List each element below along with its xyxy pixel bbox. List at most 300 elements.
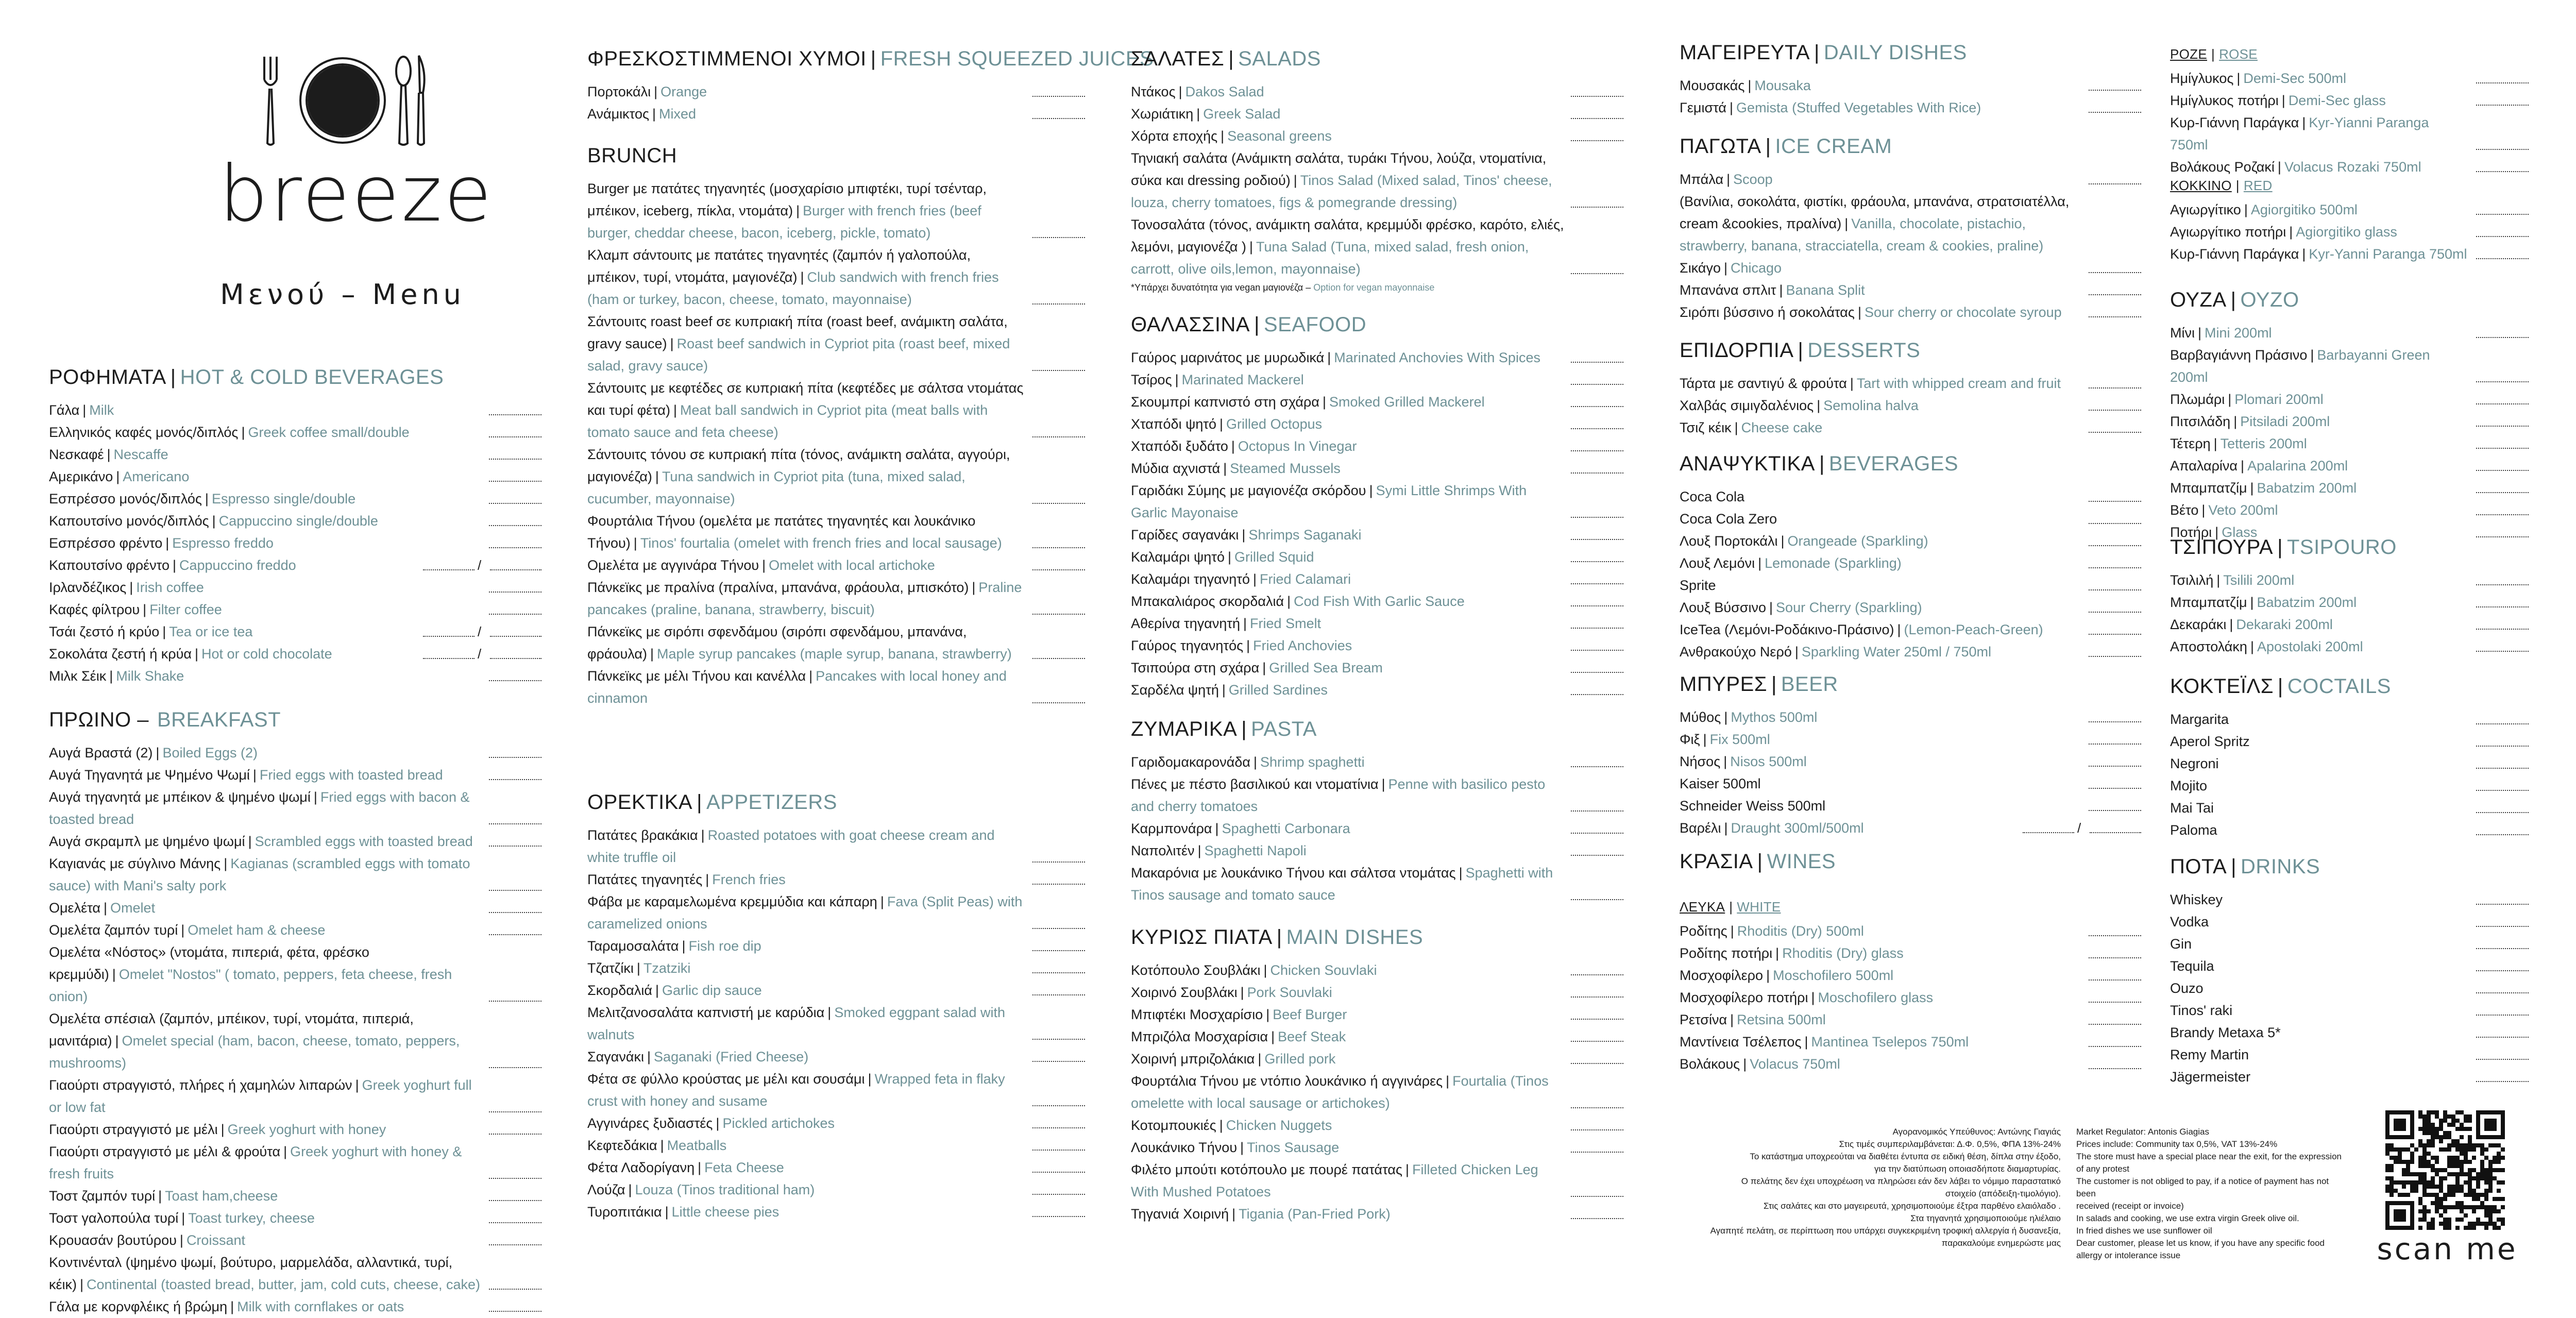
price-placeholder bbox=[1571, 539, 1623, 540]
separator: | bbox=[1703, 732, 1707, 747]
menu-item-greek: Brandy Metaxa 5* bbox=[2170, 1025, 2281, 1040]
menu-item-greek: Λουκάνικο Τήνου bbox=[1131, 1140, 1238, 1155]
price-placeholder bbox=[489, 890, 541, 891]
menu-item bbox=[1680, 97, 2143, 119]
separator: | bbox=[1243, 616, 1247, 631]
menu-item bbox=[1680, 706, 2143, 729]
separator: | bbox=[205, 491, 209, 506]
menu-item-english: Tuna Salad (Tuna, mixed salad, fresh onion, carrott, olive oils,lemon, mayonnaise) bbox=[1131, 239, 1529, 277]
menu-item bbox=[1680, 965, 2143, 987]
menu-item: Βαρέλι | Draught 300ml/500ml / bbox=[1680, 817, 2143, 839]
menu-item bbox=[587, 621, 1087, 665]
price-placeholder bbox=[1571, 428, 1623, 429]
section-title: ΟΥΖΑ | ΟΥΖΟ bbox=[2170, 289, 2299, 311]
menu-item-greek: Tequila bbox=[2170, 958, 2214, 974]
menu-item-english: Demi-Sec glass bbox=[2288, 93, 2386, 108]
menu-item bbox=[1131, 982, 1625, 1004]
menu-item-greek: Μπριζόλα Μοσχαρίσια bbox=[1131, 1029, 1268, 1044]
price-placeholder bbox=[1571, 1152, 1623, 1153]
menu-item bbox=[1131, 103, 1625, 125]
menu-item-english: Smoked Grilled Mackerel bbox=[1329, 394, 1485, 410]
separator: | bbox=[1781, 533, 1785, 549]
menu-item-greek: Remy Martin bbox=[2170, 1047, 2249, 1062]
separator: | bbox=[1897, 622, 1901, 637]
menu-item-english: Greek yoghurt full or low fat bbox=[49, 1077, 472, 1115]
menu-item-greek: Jägermeister bbox=[2170, 1069, 2251, 1085]
menu-item-english: Cappuccino freddo bbox=[179, 557, 296, 573]
menu-item-greek: Ροδίτης bbox=[1680, 923, 1727, 939]
menu-item-english: Pancakes with local honey and cinnamon bbox=[587, 668, 1007, 706]
menu-item-english: Grilled Sardines bbox=[1228, 682, 1328, 698]
menu-item-greek: Απαλαρίνα bbox=[2170, 458, 2238, 474]
separator: | bbox=[650, 646, 654, 662]
menu-item bbox=[587, 1179, 1087, 1201]
menu-item-greek: Φουρτάλια Τήνου με ντόπιο λουκάνικο ή αγγινάρες bbox=[1131, 1073, 1443, 1089]
menu-item-english: Roasted potatoes with goat cheese cream and white truffle oil bbox=[587, 827, 995, 865]
menu-item-english: Retsina 500ml bbox=[1737, 1012, 1826, 1027]
menu-item bbox=[49, 665, 544, 687]
menu-item-english: Roast beef sandwich in Cypriot pita (roast beef, mixed salad, gravy sauce) bbox=[587, 336, 1010, 374]
menu-item-greek: Μελιτζανοσαλάτα καπνιστή με καρύδια bbox=[587, 1005, 825, 1020]
legal-line: Στις σαλάτες και στο μαγειρευτά, χρησιμοποιούμε έξτρα παρθένο ελαιόλαδο . bbox=[1764, 1201, 2061, 1211]
menu-item-english: Omelet bbox=[110, 900, 156, 916]
price-placeholder bbox=[1571, 1041, 1623, 1042]
separator: | bbox=[636, 960, 640, 976]
separator: | bbox=[283, 1144, 287, 1159]
separator: | bbox=[880, 894, 884, 909]
section-title: BRUNCH bbox=[587, 144, 677, 167]
menu-item-english: Maple syrup pancakes (maple syrup, banana, strawberry) bbox=[656, 646, 1012, 662]
menu-item bbox=[2170, 636, 2531, 658]
menu-item: Σοκολάτα ζεστή ή κρύα | Hot or cold chocolate / bbox=[49, 643, 544, 665]
separator: | bbox=[670, 336, 674, 351]
menu-item-english: (Lemon-Peach-Green) bbox=[1904, 622, 2043, 637]
price-placeholder bbox=[2476, 105, 2529, 106]
menu-item bbox=[1680, 191, 2143, 257]
separator: | bbox=[1249, 239, 1253, 255]
menu-item bbox=[49, 421, 544, 444]
menu-item bbox=[49, 786, 544, 831]
price-placeholder bbox=[2089, 634, 2141, 635]
qr-code-icon[interactable] bbox=[2385, 1110, 2505, 1230]
price-placeholder bbox=[1571, 273, 1623, 274]
menu-item-greek: Φέτα Λαδορίγανη bbox=[587, 1160, 695, 1175]
menu-item-greek: Μπαμπατζίμ bbox=[2170, 480, 2247, 496]
menu-item-greek: Αθερίνα τηγανητή bbox=[1131, 616, 1241, 631]
separator: | bbox=[1266, 1007, 1270, 1022]
menu-item-english: Mini 200ml bbox=[2205, 325, 2272, 341]
price-placeholder bbox=[489, 779, 541, 780]
menu-item-greek: Πλωμάρι bbox=[2170, 392, 2225, 407]
separator: | bbox=[115, 1033, 119, 1049]
menu-item-greek: Αγγινάρες ξυδιαστές bbox=[587, 1116, 713, 1131]
menu-item-greek: Μακαρόνια με λουκάνικο Τήνου και σάλτσα ντομάτας bbox=[1131, 865, 1456, 881]
menu-item bbox=[1131, 635, 1625, 657]
price-placeholder bbox=[489, 1289, 541, 1290]
separator: | bbox=[1817, 398, 1821, 413]
price-placeholder bbox=[2089, 432, 2141, 433]
menu-item-english: Continental (toasted bread, butter, jam, cold cuts, cheese, cake) bbox=[87, 1277, 480, 1292]
menu-item-english: Volacus Rozaki 750ml bbox=[2284, 159, 2421, 175]
separator: | bbox=[129, 580, 133, 595]
price-placeholder bbox=[489, 547, 541, 548]
menu-item-greek: Λουξ Λεμόνι bbox=[1680, 555, 1755, 571]
menu-item-english: Apalarina 200ml bbox=[2247, 458, 2348, 474]
menu-item bbox=[1680, 75, 2143, 97]
price-placeholder bbox=[2476, 746, 2529, 747]
menu-item-english: Greek Salad bbox=[1203, 106, 1281, 122]
separator: | bbox=[165, 535, 170, 551]
menu-item-greek: Ροδίτης ποτήρι bbox=[1680, 945, 1773, 961]
separator: | bbox=[1240, 985, 1244, 1000]
menu-item bbox=[587, 1201, 1087, 1223]
menu-item-english: Babatzim 200ml bbox=[2257, 595, 2357, 610]
menu-item bbox=[1680, 795, 2143, 817]
menu-item bbox=[587, 1068, 1087, 1112]
price-placeholder bbox=[2476, 403, 2529, 404]
separator: | bbox=[2236, 71, 2241, 86]
separator: | bbox=[660, 1138, 664, 1153]
menu-item-english: Tzatziki bbox=[643, 960, 691, 976]
menu-item-greek: Coca Cola bbox=[1680, 489, 1745, 504]
menu-item-english: Kyr-Yanni Paranga 750ml bbox=[2309, 246, 2467, 262]
price-placeholder bbox=[1571, 450, 1623, 451]
menu-item-greek: Ομελέτα «Νόστος» (ντομάτα, πιπεριά, φέτα, φρέσκο κρεμμύδι) bbox=[49, 944, 369, 982]
section-title: ΜΑΓΕΙΡΕΥΤΑ | DAILY DISHES bbox=[1680, 41, 1967, 64]
menu-item-greek: Αυγά τηγανητά με μπέικον & ψημένο ψωμί bbox=[49, 789, 311, 805]
price-placeholder bbox=[2476, 606, 2529, 607]
separator: | bbox=[1769, 600, 1773, 615]
separator: | bbox=[1724, 260, 1728, 276]
menu-item-english: Fried Calamari bbox=[1260, 571, 1351, 587]
menu-item-greek: Negroni bbox=[2170, 756, 2219, 771]
menu-item bbox=[2170, 1022, 2531, 1044]
separator: | bbox=[633, 535, 637, 551]
brand-name: breeze bbox=[219, 149, 494, 239]
menu-item bbox=[49, 444, 544, 466]
menu-item-greek: Σκουμπρί καπνιστό στη σχάρα bbox=[1131, 394, 1319, 410]
price-placeholder bbox=[1571, 855, 1623, 856]
separator: | bbox=[647, 1049, 651, 1064]
separator: | bbox=[1459, 865, 1463, 881]
menu-item bbox=[587, 103, 1087, 125]
menu-item bbox=[587, 311, 1087, 377]
menu-title: Μενού – Menu bbox=[220, 278, 465, 311]
separator: | bbox=[1369, 483, 1373, 498]
menu-item bbox=[2170, 614, 2531, 636]
menu-item-greek: Μύδια αχνιστά bbox=[1131, 461, 1221, 476]
menu-item-english: Louza (Tinos traditional ham) bbox=[635, 1182, 815, 1197]
separator: | bbox=[1221, 128, 1225, 144]
separator: | bbox=[1222, 682, 1226, 698]
menu-item bbox=[1680, 168, 2143, 191]
menu-item bbox=[587, 178, 1087, 244]
menu-item bbox=[1680, 920, 2143, 942]
price-placeholder bbox=[1032, 1194, 1085, 1195]
separator: | bbox=[698, 1160, 702, 1175]
menu-item-greek: Καλαμάρι ψητό bbox=[1131, 549, 1225, 565]
menu-item bbox=[1680, 773, 2143, 795]
menu-item-greek: Whiskey bbox=[2170, 892, 2223, 907]
price-placeholder bbox=[1032, 928, 1085, 929]
section-title: ΘΑΛΑΣΣΙΝΑ | SEAFOOD bbox=[1131, 313, 1367, 336]
legal-line: The store must have a special place near the exit, for the expression bbox=[2076, 1152, 2342, 1161]
price-placeholder bbox=[1571, 561, 1623, 562]
menu-item-greek: Ναπολιτέν bbox=[1131, 843, 1195, 858]
price-placeholder bbox=[2476, 470, 2529, 471]
menu-item bbox=[2170, 199, 2531, 221]
menu-item bbox=[587, 1046, 1087, 1068]
menu-item-english: Omelet with local artichoke bbox=[769, 557, 935, 573]
menu-item-greek: Γεμιστά bbox=[1680, 100, 1727, 115]
price-placeholder bbox=[489, 614, 541, 615]
menu-item-english: Tetteris 200ml bbox=[2220, 436, 2307, 451]
legal-line: Dear customer, please let us know, if you have any specific food bbox=[2076, 1238, 2325, 1248]
price-placeholder bbox=[2089, 387, 2141, 388]
legal-line: Στα τηγανητά χρησιμοποιούμε ηλιέλαιο bbox=[1910, 1213, 2061, 1223]
menu-item-english: Club sandwich with french fries (ham or turkey, bacon, cheese, tomato, mayonnaise) bbox=[587, 269, 999, 307]
price-placeholder bbox=[2476, 1081, 2529, 1082]
separator: | bbox=[682, 938, 686, 954]
price-placeholder bbox=[1032, 1105, 1085, 1106]
menu-item-english: French fries bbox=[712, 872, 786, 887]
menu-item bbox=[49, 1008, 544, 1074]
separator: | bbox=[1231, 438, 1235, 454]
menu-item-english: Chicago bbox=[1731, 260, 1782, 276]
menu-item-greek: Ομελέτα με αγγινάρα Τήνου bbox=[587, 557, 759, 573]
menu-item-greek: Μουσακάς bbox=[1680, 78, 1745, 93]
menu-item-english: Grilled pork bbox=[1264, 1051, 1336, 1067]
menu-item-greek: Μαντίνεια Τσέλεπος bbox=[1680, 1034, 1802, 1050]
menu-item-greek: Μιλκ Σέικ bbox=[49, 668, 107, 684]
price-placeholder bbox=[2089, 272, 2141, 273]
menu-item-greek: Κλαμπ σάντουιτς με πατάτες τηγανητές (ζαμπόν ή γαλοπούλα, μπέικον, τυρί, ντομάτα, μαγιονέζα) bbox=[587, 247, 971, 285]
separator: | bbox=[2244, 202, 2248, 217]
menu-item-greek: Πατάτες τηγανητές bbox=[587, 872, 703, 887]
menu-item bbox=[2170, 775, 2531, 797]
price-placeholder bbox=[489, 1311, 541, 1312]
price-placeholder bbox=[1571, 974, 1623, 975]
menu-item-greek: Γιαούρτι στραγγιστό με μέλι bbox=[49, 1122, 218, 1137]
separator: | bbox=[796, 203, 800, 218]
menu-item-english: Spaghetti with Tinos sausage and tomato sauce bbox=[1131, 865, 1553, 903]
separator: | bbox=[313, 789, 317, 805]
menu-item bbox=[1680, 257, 2143, 279]
menu-item-greek: Ημίγλυκος bbox=[2170, 71, 2234, 86]
price-placeholder bbox=[2476, 1015, 2529, 1016]
separator: | bbox=[2228, 392, 2232, 407]
menu-item bbox=[1131, 458, 1625, 480]
price-placeholder bbox=[1571, 899, 1623, 900]
menu-item-greek: Μοσχοφίλερο ποτήρι bbox=[1680, 990, 1808, 1005]
menu-item-english: Tart with whipped cream and fruit bbox=[1856, 376, 2061, 391]
menu-item-english: Penne with basilico pesto and cherry tomatoes bbox=[1131, 776, 1546, 814]
menu-item bbox=[1680, 279, 2143, 301]
menu-item-greek: Τσάι ζεστό ή κρύο bbox=[49, 624, 160, 639]
menu-item bbox=[2170, 933, 2531, 955]
menu-item-english: Chicken Nuggets bbox=[1226, 1118, 1332, 1133]
menu-item-greek: Τάρτα με σαντιγύ & φρούτα bbox=[1680, 376, 1847, 391]
menu-item-greek: Καρμπονάρα bbox=[1131, 821, 1212, 836]
section-ice-cream bbox=[1680, 135, 2143, 324]
menu-item-english: Scoop bbox=[1733, 172, 1773, 187]
price-placeholder bbox=[2089, 1002, 2141, 1003]
menu-item bbox=[1131, 125, 1625, 147]
menu-item-english: Omelet ham & cheese bbox=[188, 922, 326, 938]
menu-item bbox=[1680, 1031, 2143, 1053]
menu-item-greek: Μπάλα bbox=[1680, 172, 1724, 187]
separator: | bbox=[2281, 93, 2285, 108]
brand-logo bbox=[219, 52, 494, 239]
price-placeholder bbox=[489, 1134, 541, 1135]
menu-item-greek: Paloma bbox=[2170, 822, 2217, 838]
menu-item-greek: Κρουασάν βουτύρου bbox=[49, 1232, 177, 1248]
menu-item-greek: Κεφτεδάκια bbox=[587, 1138, 657, 1153]
section-title: ΚΥΡΙΩΣ ΠΙΑΤΑ | MAIN DISHES bbox=[1131, 926, 1423, 949]
price-placeholder bbox=[489, 1067, 541, 1068]
legal-line: Το κατάστημα υποχρεούται να διαθέτει έντυπα σε ειδική θέση, δίπλα στην έξοδο, bbox=[1750, 1152, 2061, 1161]
separator: | bbox=[1175, 372, 1179, 387]
price-placeholder bbox=[2089, 979, 2141, 981]
menu-item-greek: Πατάτες βρακάκια bbox=[587, 827, 698, 843]
price-placeholder bbox=[2089, 957, 2141, 958]
menu-item-english: Grilled Octopus bbox=[1226, 416, 1323, 432]
menu-item-greek: Γαριδομακαρονάδα bbox=[1131, 754, 1250, 770]
menu-item-greek: Μοσχοφίλερο bbox=[1680, 968, 1764, 983]
menu-item-greek: Μπανάνα σπλιτ bbox=[1680, 282, 1776, 298]
price-placeholder bbox=[2476, 904, 2529, 905]
separator: | bbox=[162, 624, 166, 639]
menu-item-greek: Μπαμπατζίμ bbox=[2170, 595, 2247, 610]
price-placeholder bbox=[2476, 768, 2529, 769]
price-placeholder bbox=[2089, 501, 2141, 502]
menu-item bbox=[587, 244, 1087, 311]
section-title: ΟΡΕΚΤΙΚΑ | APPETIZERS bbox=[587, 791, 837, 814]
price-placeholder bbox=[2089, 810, 2141, 811]
menu-item-greek: Ρετσίνα bbox=[1680, 1012, 1727, 1027]
separator: | bbox=[1405, 1162, 1410, 1177]
separator: | bbox=[1723, 754, 1727, 769]
menu-item-english: Lemonade (Sparkling) bbox=[1765, 555, 1902, 571]
menu-item bbox=[1131, 751, 1625, 773]
menu-item-english: Babatzim 200ml bbox=[2257, 480, 2357, 496]
separator: | bbox=[1779, 282, 1783, 298]
menu-item bbox=[1680, 942, 2143, 965]
separator: | bbox=[1258, 1051, 1262, 1067]
price-placeholder bbox=[1032, 861, 1085, 863]
section-ouzo bbox=[2170, 289, 2531, 544]
menu-item-greek: Tinos' raki bbox=[2170, 1003, 2233, 1018]
separator: | bbox=[82, 402, 87, 418]
legal-line: στοιχείο (απόδειξη-τιμολόγιο). bbox=[1945, 1189, 2061, 1198]
menu-item bbox=[2170, 388, 2531, 411]
section-title: ΕΠΙΔΟΡΠΙΑ | DESSERTS bbox=[1680, 339, 1921, 362]
price-placeholder bbox=[2476, 926, 2529, 927]
separator: | bbox=[1743, 1056, 1747, 1072]
menu-item bbox=[49, 742, 544, 764]
menu-item bbox=[2170, 322, 2531, 344]
separator: | bbox=[1178, 84, 1182, 99]
price-placeholder bbox=[1032, 702, 1085, 703]
section-breakfast bbox=[49, 708, 544, 1318]
menu-item-english: Milk with cornflakes or oats bbox=[237, 1299, 404, 1314]
menu-item bbox=[2170, 243, 2531, 265]
menu-item bbox=[1131, 773, 1625, 818]
separator: | bbox=[107, 447, 111, 462]
separator: | bbox=[1850, 376, 1854, 391]
price-placeholder bbox=[2476, 514, 2529, 515]
menu-item-greek: Πιτσιλάδη bbox=[2170, 414, 2231, 429]
menu-item bbox=[1131, 840, 1625, 862]
price-placeholder bbox=[2476, 426, 2529, 427]
separator: | bbox=[1197, 843, 1201, 858]
separator: | bbox=[1253, 571, 1257, 587]
menu-item-greek: Εσπρέσσο φρέντο bbox=[49, 535, 163, 551]
price-placeholder bbox=[1032, 370, 1085, 371]
menu-item-english: Kagianas (scrambled eggs with tomato sauce) with Mani's salty pork bbox=[49, 856, 470, 893]
separator: | bbox=[158, 1188, 162, 1204]
menu-item bbox=[1131, 435, 1625, 458]
price-placeholder bbox=[1571, 650, 1623, 651]
legal-notice-english bbox=[2076, 1126, 2349, 1262]
price-placeholder bbox=[2089, 1024, 2141, 1025]
menu-item-english: Beef Steak bbox=[1278, 1029, 1346, 1044]
separator: | bbox=[1219, 1118, 1223, 1133]
separator: | bbox=[2233, 414, 2238, 429]
menu-item-english: Milk bbox=[89, 402, 114, 418]
section-beverages bbox=[1680, 452, 2143, 663]
separator: | bbox=[2216, 572, 2221, 588]
menu-item-english: Agiorgitiko 500ml bbox=[2250, 202, 2358, 217]
separator: | bbox=[241, 425, 245, 440]
menu-item bbox=[49, 941, 544, 1008]
separator: | bbox=[1246, 638, 1250, 653]
separator: | bbox=[1327, 350, 1331, 365]
menu-item bbox=[1131, 1114, 1625, 1137]
section-beer bbox=[1680, 673, 2143, 839]
separator: | bbox=[179, 1232, 183, 1248]
menu-item bbox=[2170, 911, 2531, 933]
menu-item bbox=[2170, 797, 2531, 819]
menu-item-english: Greek coffee small/double bbox=[248, 425, 410, 440]
menu-item-english: Pitsiladi 200ml bbox=[2240, 414, 2330, 429]
separator: | bbox=[673, 402, 677, 418]
section-hot-cold-beverages bbox=[49, 366, 544, 687]
menu-item bbox=[49, 853, 544, 897]
menu-item bbox=[1131, 214, 1625, 280]
menu-item bbox=[1680, 417, 2143, 439]
separator: | bbox=[2241, 458, 2245, 474]
separator: | bbox=[1857, 305, 1861, 320]
menu-item-greek: Καπουτσίνο μονός/διπλός bbox=[49, 513, 209, 529]
legal-line: received (receipt or invoice) bbox=[2076, 1201, 2184, 1211]
separator: | bbox=[655, 469, 659, 484]
menu-item-english: Orangeade (Sparkling) bbox=[1787, 533, 1928, 549]
menu-item-greek: Γαύρος μαρινάτος με μυρωδικά bbox=[1131, 350, 1325, 365]
menu-item-english: Moschofilero 500ml bbox=[1773, 968, 1894, 983]
menu-item-english: Shrimp spaghetti bbox=[1260, 754, 1365, 770]
separator: | bbox=[2198, 325, 2202, 341]
separator: | bbox=[716, 1116, 720, 1131]
menu-item bbox=[1131, 818, 1625, 840]
section-title: ΣΑΛΑΤΕΣ | SALADS bbox=[1131, 47, 1321, 70]
separator: | bbox=[1196, 106, 1200, 122]
price-placeholder bbox=[2089, 90, 2141, 91]
menu-item-greek: Βαρέλι bbox=[1680, 820, 1721, 836]
menu-item-greek: Ανάμικτος bbox=[587, 106, 649, 122]
menu-item-english: Milk Shake bbox=[116, 668, 184, 684]
menu-item-greek: Μίνι bbox=[2170, 325, 2195, 341]
